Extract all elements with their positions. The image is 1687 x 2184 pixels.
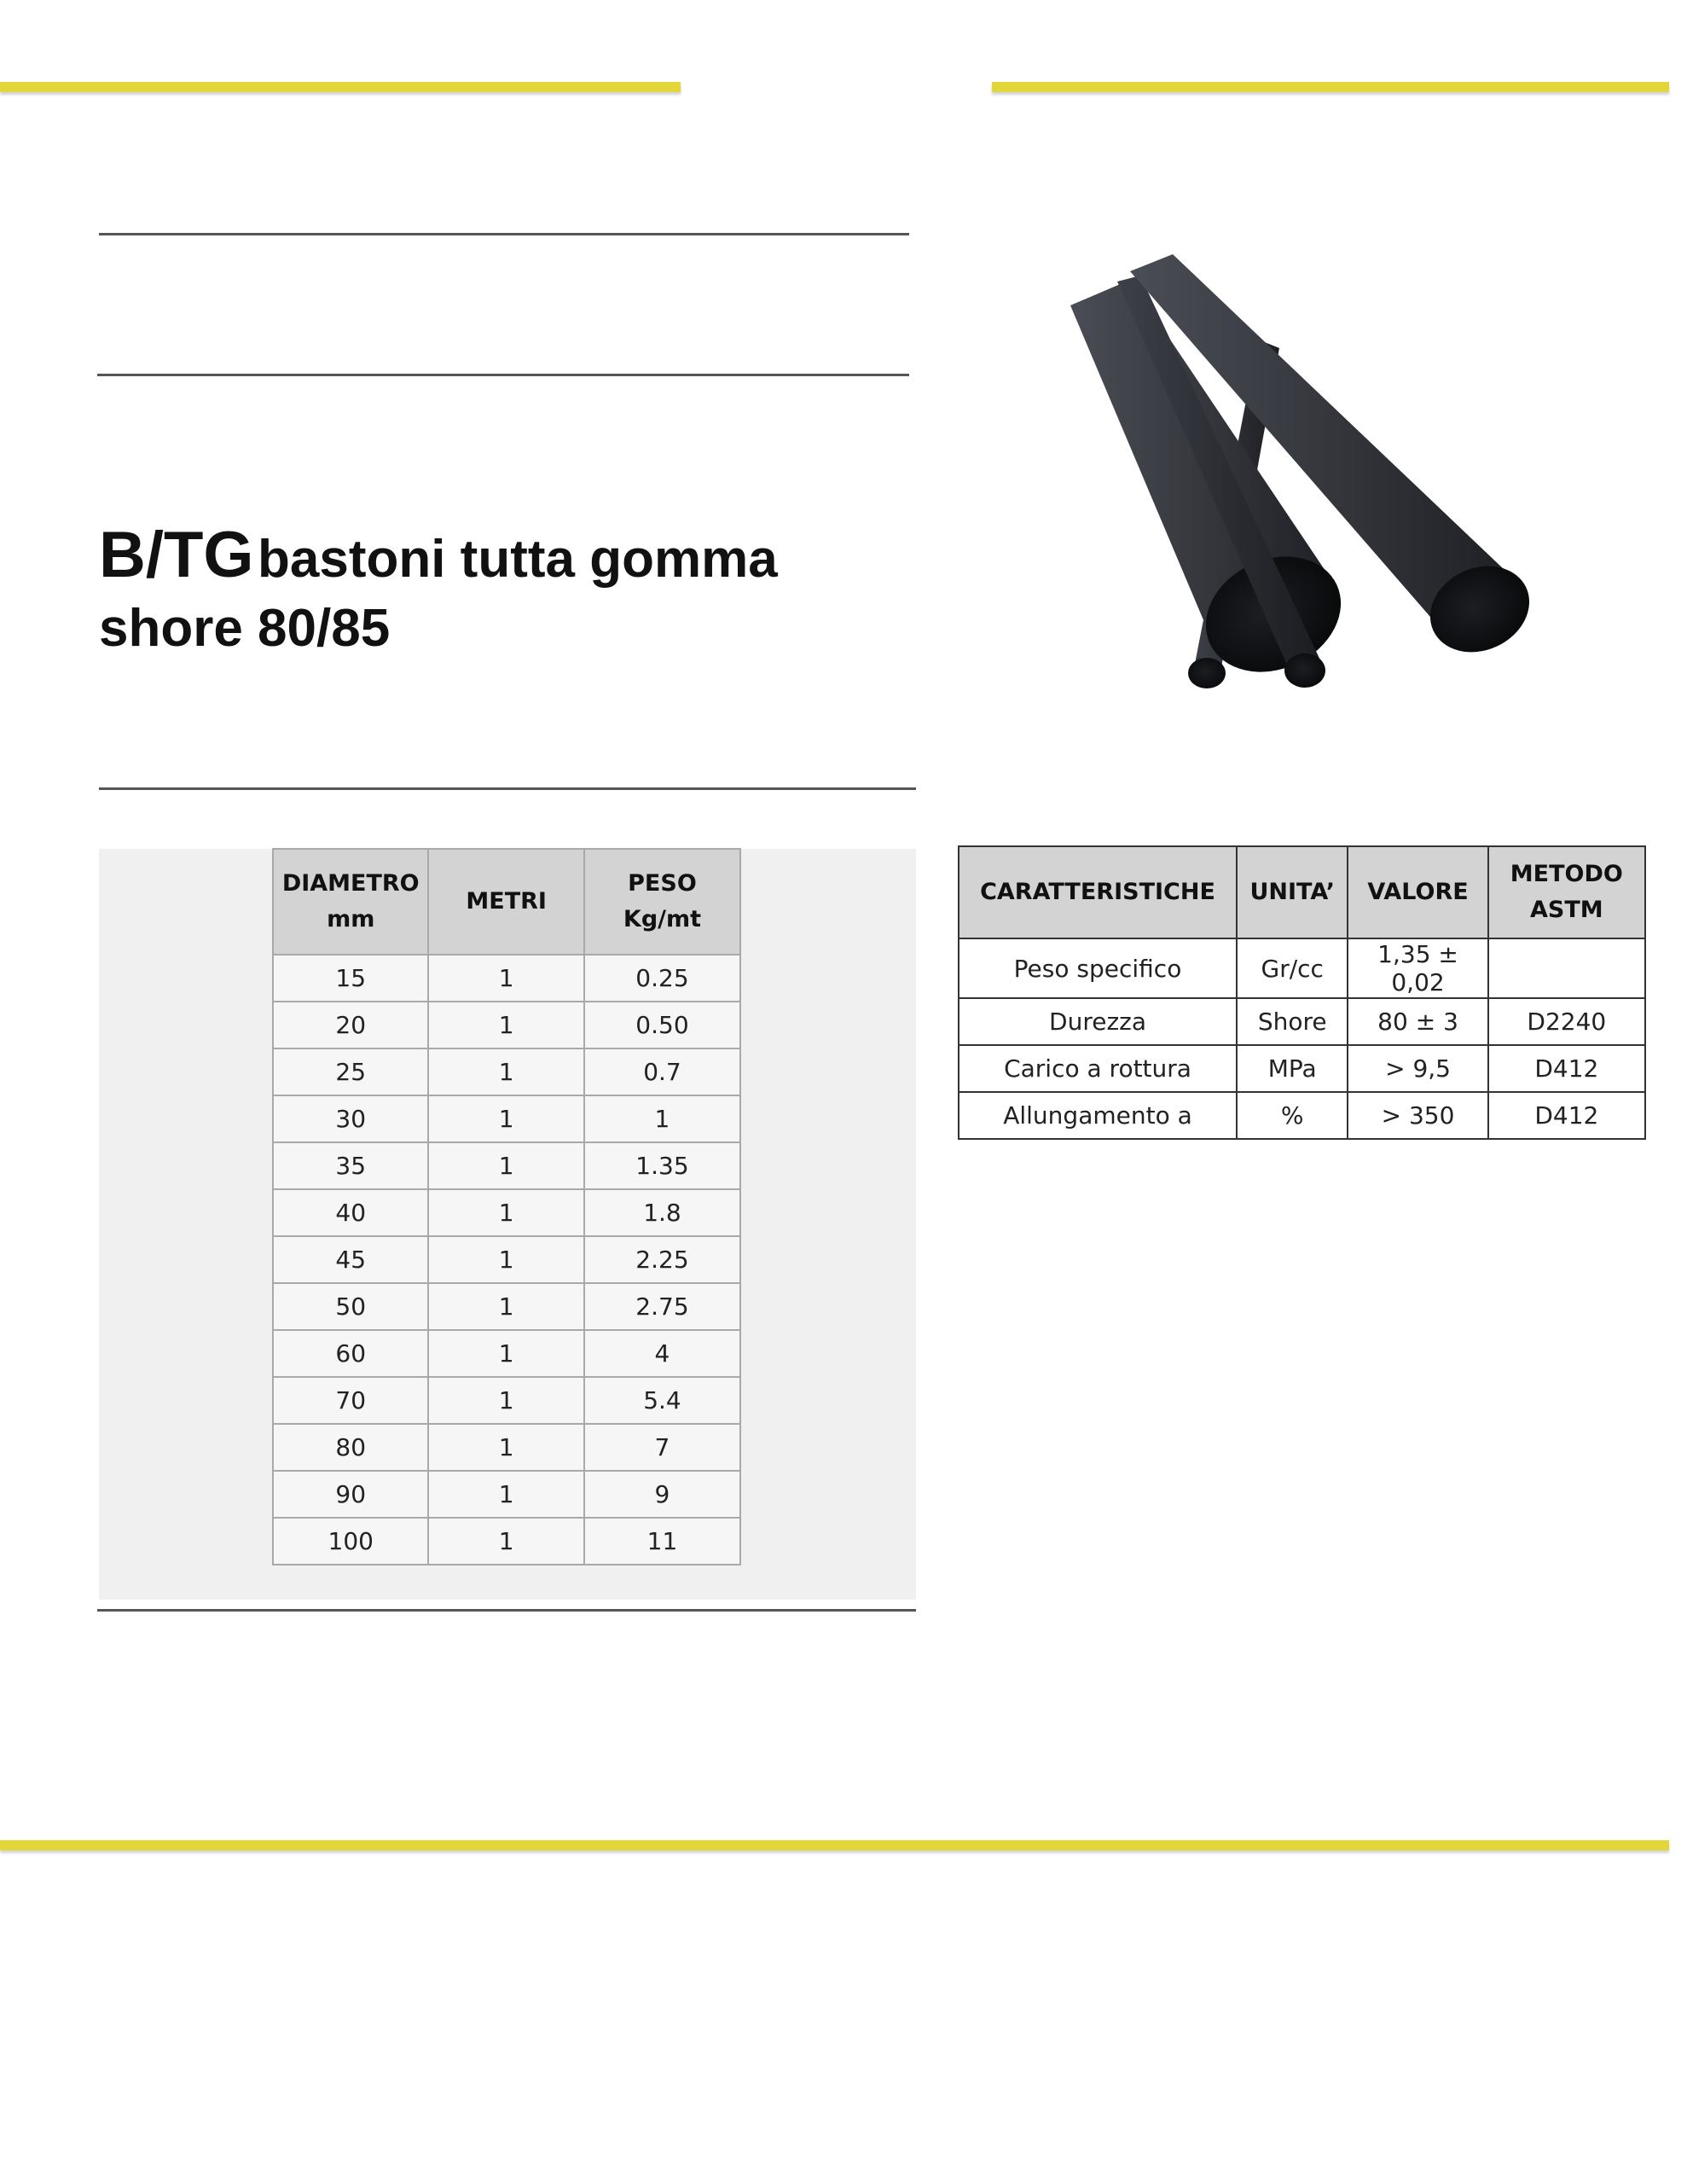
table-cell: 20 (273, 1002, 428, 1048)
properties-row (959, 998, 1645, 1045)
table-cell: 15 (273, 955, 428, 1002)
dimensions-row (273, 1236, 740, 1283)
header-metri (428, 849, 583, 955)
dimensions-header-row (273, 849, 740, 955)
header-peso-label: PESO (628, 870, 697, 897)
dimensions-row (273, 955, 740, 1002)
properties-row (959, 1092, 1645, 1139)
header-unita-label: UNITA’ (1249, 879, 1335, 906)
table-cell: Carico a rottura (959, 1045, 1237, 1092)
table-cell: Durezza (959, 998, 1237, 1045)
header-metodo-sub: ASTM (1530, 897, 1603, 923)
dimensions-row (273, 1095, 740, 1142)
table-cell: 1 (428, 955, 583, 1002)
header-metri-label: METRI (466, 888, 547, 915)
table-cell: 70 (273, 1377, 428, 1424)
table-cell: 9 (584, 1471, 740, 1518)
table-cell: Allungamento a (959, 1092, 1237, 1139)
properties-header-row (959, 846, 1645, 938)
table-cell: 0.50 (584, 1002, 740, 1048)
table-cell: 11 (584, 1518, 740, 1565)
table-cell: 1 (428, 1424, 583, 1471)
table-cell: 1 (428, 1095, 583, 1142)
table-cell: MPa (1237, 1045, 1348, 1092)
table-cell: 30 (273, 1095, 428, 1142)
divider-4 (97, 1609, 916, 1612)
table-cell: 1 (428, 1142, 583, 1189)
header-peso-unit: Kg/mt (623, 906, 702, 932)
table-cell: 90 (273, 1471, 428, 1518)
table-cell: 4 (584, 1330, 740, 1377)
table-cell: > 350 (1348, 1092, 1487, 1139)
product-title (99, 516, 778, 661)
dimensions-row (273, 1518, 740, 1565)
product-code: B/TG (99, 519, 254, 591)
properties-row (959, 1045, 1645, 1092)
table-cell: 80 (273, 1424, 428, 1471)
header-diametro-unit: mm (327, 906, 375, 932)
table-cell: 1,35 ± 0,02 (1348, 938, 1487, 998)
dimensions-row (273, 1471, 740, 1518)
table-cell: D2240 (1488, 998, 1645, 1045)
table-cell: 2.75 (584, 1283, 740, 1330)
table-cell: 25 (273, 1048, 428, 1095)
divider-1 (99, 233, 909, 235)
header-unita (1237, 846, 1348, 938)
header-metodo (1488, 846, 1645, 938)
header-diametro (273, 849, 428, 955)
table-cell: Peso specifico (959, 938, 1237, 998)
table-cell: 40 (273, 1189, 428, 1236)
table-cell: 50 (273, 1283, 428, 1330)
divider-2 (97, 374, 909, 376)
product-name: bastoni tutta gomma (258, 530, 778, 589)
dimensions-row (273, 1189, 740, 1236)
table-cell: 45 (273, 1236, 428, 1283)
table-cell: 7 (584, 1424, 740, 1471)
table-cell: > 9,5 (1348, 1045, 1487, 1092)
header-metodo-label: METODO (1510, 861, 1623, 888)
dimensions-row (273, 1330, 740, 1377)
table-cell: 1.8 (584, 1189, 740, 1236)
dimensions-row (273, 1048, 740, 1095)
properties-row (959, 938, 1645, 998)
header-valore (1348, 846, 1487, 938)
header-caratteristiche-label: CARATTERISTICHE (980, 879, 1215, 906)
table-cell: 1 (428, 1002, 583, 1048)
table-cell: 1 (428, 1236, 583, 1283)
table-cell: D412 (1488, 1092, 1645, 1139)
dimensions-table (272, 848, 741, 1565)
table-cell: 2.25 (584, 1236, 740, 1283)
table-cell: D412 (1488, 1045, 1645, 1092)
dimensions-row (273, 1424, 740, 1471)
table-cell: 60 (273, 1330, 428, 1377)
divider-3 (99, 787, 916, 790)
properties-table (958, 845, 1646, 1140)
table-cell: 0.25 (584, 955, 740, 1002)
header-peso (584, 849, 740, 955)
top-left-yellow-rule (0, 82, 681, 92)
table-cell: 1 (584, 1095, 740, 1142)
table-cell: 1 (428, 1189, 583, 1236)
table-cell: 1 (428, 1330, 583, 1377)
header-diametro-label: DIAMETRO (281, 870, 420, 897)
table-cell: 35 (273, 1142, 428, 1189)
table-cell: 1 (428, 1518, 583, 1565)
table-cell: 1 (428, 1471, 583, 1518)
dimensions-row (273, 1142, 740, 1189)
header-valore-label: VALORE (1367, 879, 1469, 906)
product-hardness: shore 80/85 (99, 599, 391, 659)
table-cell: 80 ± 3 (1348, 998, 1487, 1045)
table-cell: Gr/cc (1237, 938, 1348, 998)
bottom-yellow-rule (0, 1840, 1669, 1850)
table-cell: Shore (1237, 998, 1348, 1045)
header-caratteristiche (959, 846, 1237, 938)
dimensions-row (273, 1002, 740, 1048)
top-right-yellow-rule (992, 82, 1669, 92)
table-cell: % (1237, 1092, 1348, 1139)
table-cell: 1 (428, 1377, 583, 1424)
table-cell (1488, 938, 1645, 998)
table-cell: 1 (428, 1283, 583, 1330)
table-cell: 100 (273, 1518, 428, 1565)
rubber-rods-image (1045, 229, 1557, 723)
table-cell: 1.35 (584, 1142, 740, 1189)
table-cell: 5.4 (584, 1377, 740, 1424)
dimensions-row (273, 1377, 740, 1424)
table-cell: 0.7 (584, 1048, 740, 1095)
dimensions-row (273, 1283, 740, 1330)
table-cell: 1 (428, 1048, 583, 1095)
